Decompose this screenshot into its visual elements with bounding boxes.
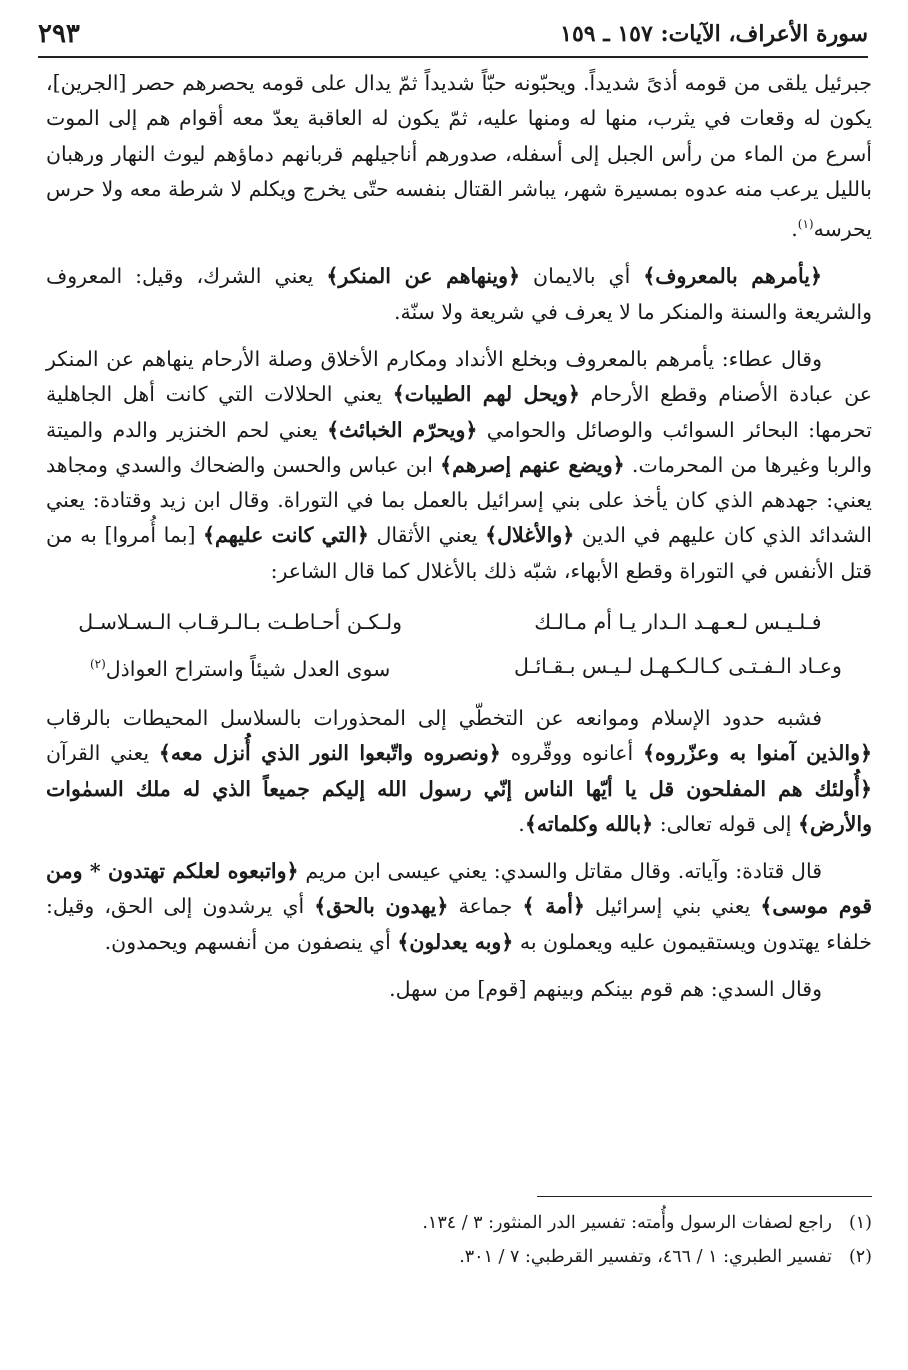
- paragraph-text: قال قتادة: وآياته. وقال مقاتل والسدي: يعني عيسى ابن مريم: [298, 859, 822, 884]
- footnote-divider: [537, 1196, 872, 1197]
- paragraph-text: أي بالايمان: [520, 264, 644, 289]
- verse-first-hemistich: وعـاد الـفـتـى كـالـكـهـل لـيـس بـقـائـل: [513, 654, 842, 679]
- paragraph-text: وقال السدي: هم قوم بينكم وبينهم [قوم] من سهل.: [389, 977, 822, 1002]
- paragraph-3: [46, 342, 872, 589]
- main-text: [46, 66, 872, 1019]
- verse-first-hemistich: فـلـيـس لـعـهـد الـدار يـا أم مـالـك: [534, 610, 822, 635]
- paragraph-text: يعني بني إسرائيل: [584, 894, 761, 919]
- quran-quote: ﴿ويحل لهم الطيبات﴾: [392, 382, 580, 407]
- quran-quote: ﴿التي كانت عليهم﴾: [203, 523, 369, 548]
- paragraph-text: يعني الأثقال: [368, 523, 486, 548]
- quran-quote: ﴿أمة ﴾: [522, 894, 585, 919]
- verse-second-hemistich: ولـكـن أحـاطـت بـالـرقـاب الـسـلاسـل: [78, 610, 402, 635]
- paragraph-1: [46, 66, 872, 247]
- quran-quote: ﴿وينهاهم عن المنكر﴾: [326, 264, 521, 289]
- quran-quote: ﴿والذين آمنوا به وعزّروه﴾: [642, 741, 872, 766]
- quran-quote: ﴿أُولئك هم المفلحون قل يا أيّها الناس إنّي رسول الله إليكم جميعاً الذي له ملك السمٰوات والأرض﴾: [46, 776, 872, 836]
- quran-quote: ﴿والأغلال﴾: [485, 523, 575, 548]
- header-divider: [38, 56, 868, 58]
- paragraph-text: أي يرشدون إلى الحق، وقيل: خلفاء يهتدون ويستقيمون عليه ويعملون به: [46, 894, 872, 954]
- footnote-ref: (٢): [89, 656, 106, 671]
- quran-quote: ﴿واتبعوه لعلكم تهتدون * ومن قوم موسى﴾: [46, 859, 873, 919]
- paragraph-text: أي ينصفون من أنفسهم ويحمدون.: [104, 929, 398, 954]
- paragraph-5: [46, 854, 872, 960]
- paragraph-text: يعني القرآن: [46, 741, 159, 766]
- poem: [46, 601, 872, 689]
- footnote: [46, 1240, 872, 1274]
- footnotes: [46, 1206, 872, 1274]
- paragraph-text: .: [518, 811, 525, 836]
- paragraph-4: [46, 701, 872, 842]
- paragraph-text: إلى قوله تعالى:: [653, 811, 799, 836]
- footnote-text: تفسير الطبري: ١ / ٤٦٦، وتفسير القرطبي: ٧ / ٣٠١.: [459, 1247, 832, 1267]
- quran-quote: ﴿ويحرّم الخبائث﴾: [327, 417, 478, 442]
- paragraph-text: وقال عطاء: يأمرهم بالمعروف وبخلع الأنداد ومكارم الأخلاق وصلة الأرحام ينهاهم عن المنكر عن عبادة الأصنام وقطع الأرحام: [46, 346, 872, 407]
- footnote-number: (١): [848, 1213, 872, 1233]
- quran-quote: ﴿يأمرهم بالمعروف﴾: [643, 264, 823, 289]
- paragraph-text: [بما أُمروا] به من قتل الأنفس في التوراة وقطع الأبهاء، شبّه ذلك بالأغلال كما قال الشاعر:: [46, 523, 872, 583]
- page-number: ٢٩٣: [38, 19, 80, 49]
- poem-verse: [46, 601, 872, 645]
- page-header: [38, 14, 868, 50]
- paragraph-text: يعني الشرك، وقيل: المعروف والشريعة والسنة والمنكر ما لا يعرف في شريعة ولا سنّة.: [46, 264, 872, 324]
- quran-quote: ﴿يهدون بالحق﴾: [314, 894, 449, 919]
- footnote: [46, 1206, 872, 1240]
- quran-quote: ﴿وبه يعدلون﴾: [397, 929, 514, 954]
- paragraph-6: [46, 972, 872, 1007]
- running-title: سورة الأعراف، الآيات: ١٥٧ ـ ١٥٩: [560, 21, 868, 47]
- paragraph-text: جبرئيل يلقى من قومه أذىً شديداً. ويحبّونه حبّاً شديداً ثمّ يدال على قومه يحصرهم حصر [الجرين]، يكون له وقعات في يثرب، منها له ومنها عليه، ثمّ يكون له العاقبة يعدّ معه أقوام هم إلى الموت أسرع من الماء من رأس الجبل إلى أسفله، صدورهم أناجيلهم قربانهم دماؤهم ليوث النهار ورهبان بالليل يرعب منه عدوه بمسيرة شهر، يباشر القتال بنفسه حتّى يخرج ويكلم لا شرطة معه ولا حرس يحرسه: [46, 71, 872, 242]
- verse-second-hemistich: [46, 647, 434, 687]
- quran-quote: ﴿ويضع عنهم إصرهم﴾: [440, 452, 625, 477]
- quran-quote: ﴿بالله وكلماته﴾: [524, 811, 654, 836]
- footnote-ref: (١): [797, 217, 814, 232]
- poem-verse: [46, 645, 872, 689]
- footnote-text: راجع لصفات الرسول وأُمته: تفسير الدر المنثور: ٣ / ١٣٤.: [422, 1213, 832, 1233]
- paragraph-text: أعانوه ووقّروه: [500, 741, 643, 766]
- paragraph-2: [46, 259, 872, 330]
- paragraph-text: يعني لحم الخنزير والدم والميتة والربا وغيرها من المحرمات.: [46, 417, 872, 477]
- footnote-number: (٢): [848, 1247, 872, 1267]
- paragraph-end: .: [791, 217, 798, 242]
- paragraph-text: يعني الحلالات التي كانت أهل الجاهلية تحرمها: البحائر السوائب والوصائل والحوامي: [46, 382, 872, 442]
- paragraph-text: جماعة: [448, 894, 523, 919]
- quran-quote: ﴿ونصروه واتّبعوا النور الذي أُنزل معه﴾: [158, 741, 501, 766]
- verse-text: سوى العدل شيئاً واستراح العواذل: [105, 656, 391, 681]
- paragraph-text: فشبه حدود الإسلام وموانعه عن التخطّي إلى المحذورات بالسلاسل المحيطات بالرقاب: [46, 705, 822, 730]
- paragraph-text: ابن عباس والحسن والضحاك والسدي ومجاهد يعني: جهدهم الذي كان يأخذ على بني إسرائيل بالعمل بما في التوراة. وقال ابن زيد وقتادة: يعني الشدائد الذي كان عليهم في الدين: [46, 452, 872, 548]
